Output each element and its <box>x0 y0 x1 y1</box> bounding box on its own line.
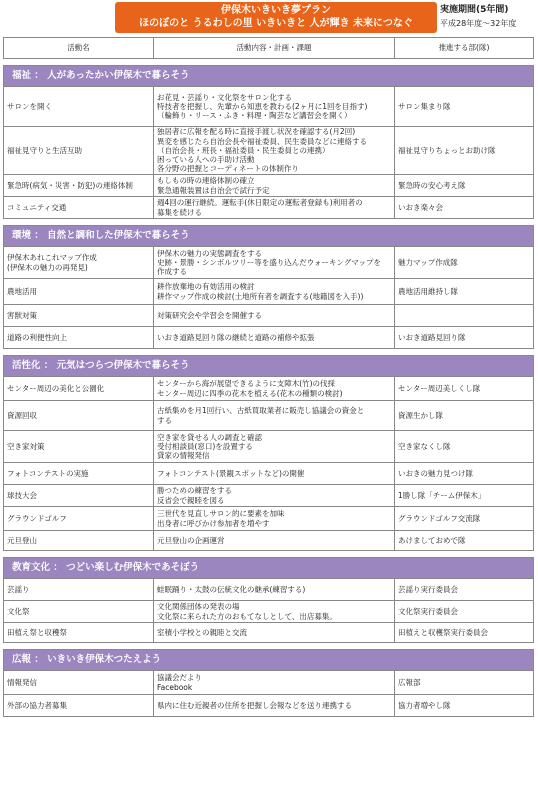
activity-content-line: （輪飾り・リース・ふき・料理・陶芸など講習会を開く） <box>157 111 352 121</box>
activity-name-line: 空き家対策 <box>7 441 45 451</box>
activity-name-cell <box>4 579 154 601</box>
table-row <box>4 601 534 623</box>
unit-cell <box>395 247 534 279</box>
unit-cell <box>395 623 534 643</box>
table-row <box>4 463 534 485</box>
column-header-content: 活動内容・計画・課題 <box>154 38 395 59</box>
column-header-row <box>4 38 534 59</box>
unit-line: いおきの魅力見つけ隊 <box>398 468 473 478</box>
activity-content-line: 協議会だより <box>157 673 202 683</box>
activity-content-cell <box>154 279 395 305</box>
activity-name-cell <box>4 197 154 219</box>
activity-name-cell <box>4 601 154 623</box>
activity-content-cell <box>154 695 395 717</box>
activity-content-cell <box>154 377 395 401</box>
section-header <box>4 356 534 377</box>
unit-cell <box>395 197 534 219</box>
table-row <box>4 197 534 219</box>
activity-name-line: コミュニティ交通 <box>7 202 67 212</box>
section-title: 活性化 ： 元気はつらつ伊保木で暮らそう <box>4 356 534 377</box>
activity-content-line: お花見・芸謡り・文化祭をサロン化する <box>157 92 292 102</box>
activity-name-cell <box>4 127 154 175</box>
activity-content-line: 各分野の把握とコーディネートの体制作り <box>157 164 299 174</box>
activity-name-cell <box>4 463 154 485</box>
title-banner <box>115 2 437 33</box>
activity-content-cell <box>154 431 395 463</box>
activity-content-cell <box>154 401 395 431</box>
activity-content-line: いおき道路見回り隊の継続と道路の補修や拡張 <box>157 332 315 342</box>
unit-line: サロン集まり隊 <box>398 101 451 111</box>
activity-content-line: 貸家の情報発信 <box>157 451 210 461</box>
activity-name-line: 芸謡り <box>7 584 30 594</box>
unit-line: 魅力マップ作成隊 <box>398 257 458 267</box>
unit-cell <box>395 431 534 463</box>
activity-content-line: 異変を感じたら自治会長や福祉委員、民生委員などに連絡する <box>157 136 367 146</box>
unit-line: 文化祭実行委員会 <box>398 606 458 616</box>
unit-cell <box>395 377 534 401</box>
activity-content-cell <box>154 507 395 531</box>
activity-content-line: センターから海が展望できるように支障木(竹)の伐採 <box>157 379 336 389</box>
header <box>0 0 538 36</box>
section-gap <box>4 643 534 650</box>
activity-name-line: グラウンドゴルフ <box>7 513 67 523</box>
activity-name-line: 害獣対策 <box>7 310 37 320</box>
activity-name-cell <box>4 247 154 279</box>
activity-content-line: フォトコンテスト(景観スポットなど)の開催 <box>157 468 305 478</box>
section-title: 教育文化 ： つどい楽しむ伊保木であそぼう <box>4 558 534 579</box>
activity-content-line: 出身者に呼びかけ参加者を増やす <box>157 518 270 528</box>
activity-name-cell <box>4 695 154 717</box>
gap-cell <box>4 643 534 650</box>
unit-line: いおき楽々会 <box>398 202 443 212</box>
activity-content-line: 週4回の運行継続。運転手(休日限定の運転者登録も)利用者の <box>157 198 363 208</box>
activity-content-line: 空き家を貸せる人の調査と確認 <box>157 432 262 442</box>
section-title: 福祉 ： 人があったかい伊保木で暮らそう <box>4 66 534 87</box>
unit-cell <box>395 601 534 623</box>
unit-line: 田植えと収穫祭実行委員会 <box>398 627 488 637</box>
activity-content-line: する <box>157 415 172 425</box>
activity-content-line: 元旦登山の企画運営 <box>157 535 225 545</box>
section-header <box>4 66 534 87</box>
activity-name-line: フォトコンテストの実施 <box>7 468 89 478</box>
activity-name-line: 球技大会 <box>7 490 37 500</box>
activity-content-line: 作成する <box>157 267 187 277</box>
unit-cell <box>395 305 534 327</box>
implementation-period <box>440 4 536 30</box>
table-row <box>4 305 534 327</box>
activity-content-cell <box>154 197 395 219</box>
activity-content-line: 三世代を見直しサロン的に要素を加味 <box>157 509 285 519</box>
activity-name-cell <box>4 671 154 695</box>
activity-name-line: センター周辺の美化と公園化 <box>7 383 105 393</box>
activity-name-cell <box>4 431 154 463</box>
activity-content-cell <box>154 175 395 197</box>
unit-cell <box>395 127 534 175</box>
section-header <box>4 226 534 247</box>
unit-cell <box>395 671 534 695</box>
activity-content-line: もしもの時の連絡体制の確立 <box>157 176 255 186</box>
unit-line: センター周辺美しくし隊 <box>398 383 481 393</box>
section-gap <box>4 349 534 356</box>
table-row <box>4 671 534 695</box>
unit-cell <box>395 327 534 349</box>
unit-line: 農地活用維持し隊 <box>398 286 458 296</box>
plan-table <box>3 37 534 717</box>
plan-name: 伊保木いきいき夢プラン <box>221 5 331 16</box>
activity-name-line: 農地活用 <box>7 286 37 296</box>
plan-slogan: ほのぼのと うるわしの里 いきいきと 人が輝き 未来につなぐ <box>139 18 413 29</box>
activity-content-line: 対策研究会や学習会を開催する <box>157 310 262 320</box>
activity-name-line: 福祉見守りと生活互助 <box>7 145 82 155</box>
activity-content-line: 史跡・景勝・シンボルツリー等を盛り込んだウォーキングマップを <box>157 257 381 267</box>
activity-content-line: 耕作マップ作成の検討(土地所有者を調査する(地籍図を入手)) <box>157 291 364 301</box>
activity-content-line: 文化関係団体の発表の場 <box>157 602 240 612</box>
unit-line: 協力者増やし隊 <box>398 700 451 710</box>
activity-content-line: 伊保木の魅力の実態調査をする <box>157 248 262 258</box>
table-row <box>4 279 534 305</box>
unit-line: 資源生かし隊 <box>398 410 443 420</box>
activity-name-cell <box>4 87 154 127</box>
gap-cell <box>4 551 534 558</box>
section-title: 環境 ： 自然と調和した伊保木で暮らそう <box>4 226 534 247</box>
activity-name-line: 文化祭 <box>7 606 30 616</box>
unit-cell <box>395 175 534 197</box>
activity-name-cell <box>4 623 154 643</box>
activity-name-line: 道路の利便性向上 <box>7 332 67 342</box>
table-row <box>4 623 534 643</box>
activity-content-cell <box>154 127 395 175</box>
activity-name-cell <box>4 377 154 401</box>
activity-content-line: 文化祭に来られた方のおもてなしとして、出店募集。 <box>157 611 337 621</box>
activity-name-cell <box>4 279 154 305</box>
activity-name-line: 外部の協力者募集 <box>7 700 67 710</box>
unit-line: 1勝し隊「チーム伊保木」 <box>398 490 486 500</box>
activity-content-cell <box>154 671 395 695</box>
plan-table-body <box>4 38 534 717</box>
activity-name-cell <box>4 531 154 551</box>
activity-content-cell <box>154 463 395 485</box>
column-header-unit: 推進する部(隊) <box>395 38 534 59</box>
unit-cell <box>395 463 534 485</box>
activity-name-line: 元旦登山 <box>7 535 37 545</box>
activity-content-line: 県内に住む近親者の住所を把握し会報などを送り連携する <box>157 700 352 710</box>
activity-content-line: 勝つための練習をする <box>157 486 232 496</box>
period-range: 平成28年度～32年度 <box>440 19 517 28</box>
activity-content-line: 耕作放棄地の有効活用の検討 <box>157 282 255 292</box>
unit-cell <box>395 279 534 305</box>
activity-content-cell <box>154 305 395 327</box>
activity-name-line: サロンを開く <box>7 101 52 111</box>
table-row <box>4 485 534 507</box>
activity-name-cell <box>4 485 154 507</box>
activity-name-cell <box>4 327 154 349</box>
activity-content-cell <box>154 485 395 507</box>
unit-cell <box>395 507 534 531</box>
activity-content-line: Facebook <box>157 682 193 692</box>
activity-content-line: 特技者を把握し、先輩から知恵を教わる(2ヶ月に1回を目指す) <box>157 101 368 111</box>
activity-content-line: 困っている人への手助け活動 <box>157 155 255 165</box>
activity-content-line: 古紙集めを月1回行い、古紙買取業者に販売し協議会の資金と <box>157 406 365 416</box>
section-header <box>4 650 534 671</box>
activity-content-cell <box>154 247 395 279</box>
activity-content-line: 受付相談員(窓口)を設置する <box>157 441 253 451</box>
unit-line: 芸謡り実行委員会 <box>398 584 458 594</box>
activity-content-cell <box>154 87 395 127</box>
unit-line: あけましておめで隊 <box>398 535 466 545</box>
table-row <box>4 579 534 601</box>
unit-line: 福祉見守りちょっとお助け隊 <box>398 145 496 155</box>
unit-cell <box>395 531 534 551</box>
table-row <box>4 327 534 349</box>
activity-name-line: 緊急時(病気・災害・防犯)の連絡体制 <box>7 180 133 190</box>
unit-cell <box>395 87 534 127</box>
activity-name-cell <box>4 507 154 531</box>
activity-name-cell <box>4 175 154 197</box>
unit-cell <box>395 401 534 431</box>
activity-content-line: 緊急通報装置は自治会で試行予定 <box>157 185 270 195</box>
table-row <box>4 401 534 431</box>
table-row <box>4 507 534 531</box>
table-row <box>4 127 534 175</box>
unit-line: 広報部 <box>398 677 421 687</box>
unit-line: 緊急時の安心考え隊 <box>398 180 466 190</box>
activity-name-line: 田植え祭と収穫祭 <box>7 627 67 637</box>
table-row <box>4 431 534 463</box>
activity-name-line: 資源回収 <box>7 410 37 420</box>
table-row <box>4 175 534 197</box>
table-row <box>4 531 534 551</box>
activity-content-line: 独居者に広報を配る時に直接手渡し状況を確認する(月2回) <box>157 127 356 137</box>
activity-content-line: 室積小学校との親睦と交流 <box>157 627 247 637</box>
gap-cell <box>4 349 534 356</box>
section-gap <box>4 551 534 558</box>
table-row <box>4 247 534 279</box>
column-header-activity: 活動名 <box>4 38 154 59</box>
activity-content-cell <box>154 623 395 643</box>
unit-cell <box>395 695 534 717</box>
period-label: 実施期間(5年間) <box>440 5 509 15</box>
activity-name-line: (伊保木の魅力の再発見) <box>7 262 88 272</box>
table-row <box>4 377 534 401</box>
gap-cell <box>4 219 534 226</box>
activity-content-cell <box>154 327 395 349</box>
activity-name-cell <box>4 305 154 327</box>
activity-name-line: 情報発信 <box>7 677 37 687</box>
unit-line: 空き家なくし隊 <box>398 441 451 451</box>
section-title: 広報 ： いきいき伊保木つたえよう <box>4 650 534 671</box>
activity-content-cell <box>154 531 395 551</box>
activity-content-line: センター周辺に四季の花木を植える(花木の種類の検討) <box>157 388 343 398</box>
unit-cell <box>395 579 534 601</box>
unit-line: いおき道路見回り隊 <box>398 332 466 342</box>
section-gap <box>4 59 534 66</box>
section-gap <box>4 219 534 226</box>
activity-content-line: 蛙眠踊り・太鼓の伝統文化の継承(練習する) <box>157 584 306 594</box>
activity-content-cell <box>154 601 395 623</box>
activity-name-cell <box>4 401 154 431</box>
activity-name-line: 伊保木あれこれマップ作成 <box>7 253 97 263</box>
activity-content-line: 反省会で親睦を図る <box>157 495 225 505</box>
activity-content-cell <box>154 579 395 601</box>
activity-content-line: 募集を続ける <box>157 207 202 217</box>
unit-line: グラウンドゴルフ交流隊 <box>398 513 481 523</box>
gap-cell <box>4 59 534 66</box>
activity-content-line: （自治会長・班長・福祉委員・民生委員との連携） <box>157 145 330 155</box>
section-header <box>4 558 534 579</box>
unit-cell <box>395 485 534 507</box>
table-row <box>4 87 534 127</box>
table-row <box>4 695 534 717</box>
